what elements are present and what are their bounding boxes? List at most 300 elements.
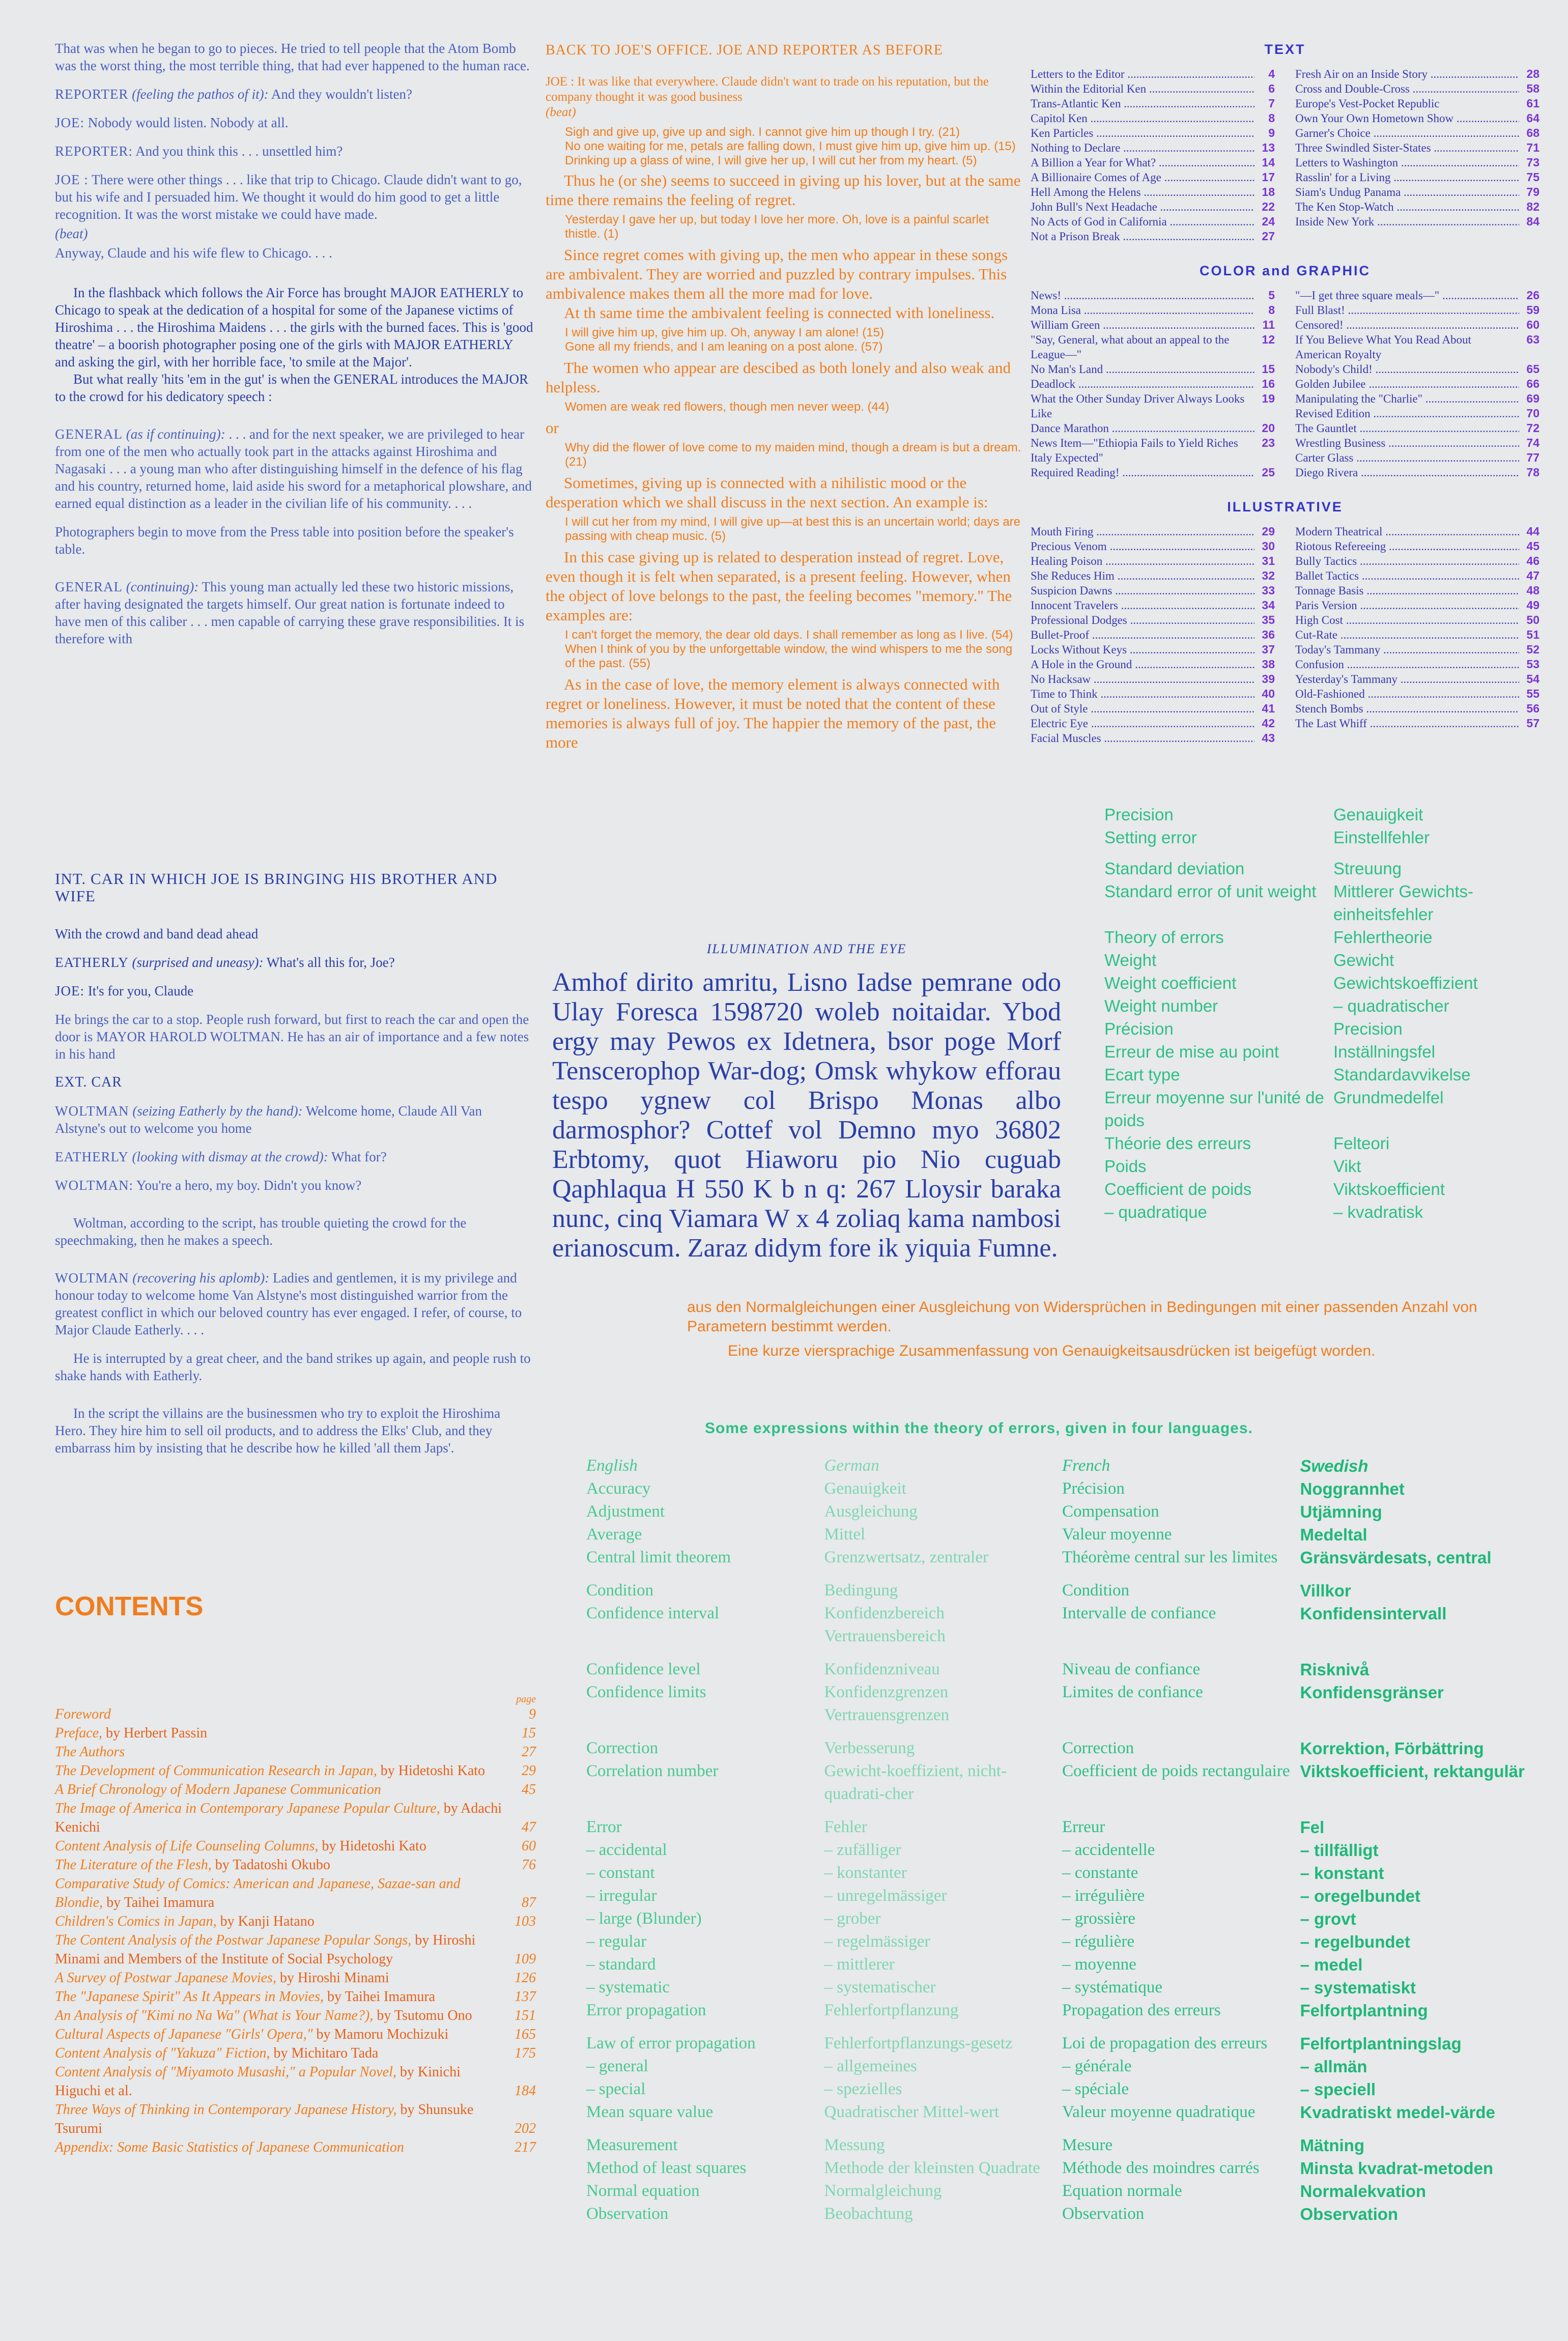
- index-entry-title: Inside New York .....: [1295, 214, 1519, 229]
- glossary-term: Confidence limits: [586, 1683, 706, 1701]
- speaker: WOLTMAN:: [55, 1178, 133, 1193]
- index-entry: [1031, 524, 1275, 539]
- glossary-term: Correction: [1062, 1739, 1134, 1757]
- index-entry: [1031, 96, 1275, 111]
- contents-entry-title: [55, 1705, 505, 1724]
- contents-page: 60: [522, 1838, 536, 1854]
- page-label: page: [516, 1694, 536, 1705]
- glossary-term: Poids: [1104, 1157, 1147, 1176]
- index-entry: [1295, 377, 1540, 391]
- glossary-row: [586, 2078, 1538, 2101]
- glossary-term: Verbesserung: [824, 1739, 915, 1757]
- index-entry: [1031, 642, 1275, 657]
- glossary-term: – constant: [586, 1864, 655, 1882]
- contents-author: by Hiroshi Minami: [279, 1970, 389, 1986]
- contents-page: 217: [515, 2139, 536, 2155]
- index-entry-title: Not a Prison Break .....: [1031, 229, 1255, 244]
- spacer: [586, 2022, 1538, 2032]
- index-entry: [1295, 539, 1540, 554]
- index-entry-page: 36: [1262, 628, 1275, 641]
- contents-page: 47: [522, 1819, 536, 1835]
- glossary-term: – speciell: [1300, 2080, 1376, 2099]
- beat: (beat): [55, 226, 88, 241]
- glossary-term: Théorie des erreurs: [1104, 1134, 1251, 1153]
- contents-author: by Michitaro Tada: [273, 2045, 379, 2061]
- index-entry-page: 70: [1526, 407, 1540, 420]
- index-entry: [1295, 170, 1540, 185]
- para: [55, 85, 533, 103]
- index-entry: [1295, 155, 1540, 170]
- song-quote: Women are weak red flowers, though men never weep. (44): [565, 400, 890, 414]
- index-entry: [1295, 598, 1540, 613]
- speaker: EATHERLY: [55, 1149, 129, 1164]
- index-entry-title: Nothing to Declare .....: [1031, 140, 1255, 155]
- index-entry-title: Ken Particles .....: [1031, 126, 1255, 140]
- glossary-language: English: [586, 1457, 638, 1475]
- german-text: [687, 1298, 1506, 1366]
- glossary-term: Adjustment: [586, 1502, 665, 1521]
- glossary-term: Kvadratiskt medel-värde: [1300, 2103, 1495, 2122]
- contents-list: [55, 1694, 536, 2157]
- index-entry-page: 14: [1262, 156, 1275, 169]
- para: [55, 1269, 533, 1338]
- index-entry: [1031, 687, 1275, 701]
- contents-title-text: An Analysis of "Kimi no Na Wa" (What is Your Name?),: [55, 2008, 374, 2023]
- glossary-term: Compensation: [1062, 1502, 1159, 1521]
- index-entry-title: Garner's Choice .....: [1295, 126, 1519, 140]
- song-quote: Gone all my friends, and I am leaning on a post alone. (57): [565, 340, 883, 354]
- index-entry: [1031, 377, 1275, 391]
- beat: (beat): [546, 105, 576, 119]
- para: With the crowd and band dead ahead: [55, 926, 259, 941]
- index-column: [1295, 67, 1540, 244]
- index-entry-title: Rasslin' for a Living .....: [1295, 170, 1519, 185]
- glossary-term: Condition: [1062, 1581, 1130, 1600]
- glossary-term: Inställningsfel: [1333, 1042, 1435, 1061]
- glossary-term: Mätning: [1300, 2136, 1364, 2155]
- index-entry-title: Nobody's Child! .....: [1295, 362, 1519, 377]
- index-entry-title: Today's Tammany .....: [1295, 642, 1519, 657]
- glossary-term: Law of error propagation: [586, 2034, 756, 2052]
- glossary-term: Valeur moyenne: [1062, 1525, 1172, 1544]
- illumination-caption: ILLUMINATION AND THE EYE: [706, 941, 907, 956]
- index-entry-title: Locks Without Keys .....: [1031, 642, 1255, 657]
- index-column: [1295, 524, 1540, 746]
- index-entry-page: 78: [1526, 466, 1540, 479]
- glossary-term: Mittel: [824, 1525, 866, 1544]
- index-entry: [1295, 687, 1540, 701]
- contents-title-text: Children's Comics in Japan,: [55, 1914, 217, 1929]
- index-entry-page: 84: [1526, 215, 1540, 228]
- index-entry: [1295, 332, 1540, 362]
- glossary-term: Beobachtung: [824, 2205, 913, 2223]
- contents-title-text: The Literature of the Flesh,: [55, 1857, 212, 1873]
- index-entry-page: 50: [1526, 613, 1540, 626]
- glossary-row: [586, 1658, 1538, 1681]
- contents-title: CONTENTS: [55, 1591, 204, 1621]
- para: But what really 'hits 'em in the gut' is when the GENERAL introduces the MAJOR to the crowd for his dedicatory speech :: [55, 372, 528, 404]
- contents-page: 137: [515, 1989, 536, 2005]
- glossary-term: Erreur de mise au point: [1104, 1042, 1279, 1061]
- index-entry: [1031, 67, 1275, 81]
- index-entry-title: High Cost .....: [1295, 613, 1519, 627]
- glossary-term: Ecart type: [1104, 1065, 1180, 1084]
- glossary-term: Precision: [1333, 1019, 1403, 1038]
- index-entry: [1295, 554, 1540, 568]
- index-entry-title: The Ken Stop-Watch .....: [1295, 199, 1519, 214]
- index-entry-page: 75: [1526, 170, 1540, 184]
- index-entry-page: 12: [1262, 333, 1275, 346]
- glossary-term: Fel: [1300, 1818, 1325, 1837]
- contents-page: 184: [515, 2083, 536, 2099]
- glossary-term: Fehlertheorie: [1333, 928, 1433, 947]
- contents-entry: [55, 1837, 536, 1855]
- contents-entry: [55, 2063, 536, 2100]
- contents-page: 151: [515, 2008, 536, 2023]
- glossary-row: [1104, 1201, 1542, 1223]
- glossary-row: [1104, 857, 1542, 880]
- glossary-term: Medeltal: [1300, 1525, 1367, 1544]
- glossary-term: – moyenne: [1062, 1955, 1136, 1974]
- para: [55, 114, 533, 131]
- direction: (as if continuing):: [126, 426, 225, 442]
- index-entry-title: No Acts of God in California .....: [1031, 214, 1255, 229]
- glossary-term: Quadratischer Mittel-wert: [824, 2103, 1000, 2121]
- contents-entry: [55, 2100, 536, 2138]
- index-entry-title: Letters to Washington .....: [1295, 155, 1519, 170]
- index-entry-page: 41: [1262, 702, 1275, 715]
- index-entry: [1031, 465, 1275, 480]
- contents-page: 109: [515, 1951, 536, 1967]
- german-line: Eine kurze viersprachige Zusammenfassung von Genauigkeitsausdrücken ist beigefügt worden.: [728, 1343, 1376, 1359]
- spacer: [586, 1727, 1538, 1737]
- glossary-row: [1104, 1040, 1542, 1063]
- glossary-term: Coefficient de poids: [1104, 1180, 1252, 1198]
- glossary-term: – systematic: [586, 1978, 670, 1996]
- contents-entry: [55, 1761, 536, 1780]
- glossary-row: [1104, 803, 1542, 826]
- index-entry-title: Diego Rivera .....: [1295, 465, 1519, 480]
- index-entry: [1031, 627, 1275, 642]
- index-entry-page: 61: [1526, 97, 1540, 110]
- screenplay-part-1: [55, 40, 533, 659]
- glossary-row: [586, 1602, 1538, 1648]
- glossary-term: – general: [586, 2057, 648, 2075]
- glossary-language: French: [1062, 1457, 1110, 1475]
- line: What's all this for, Joe?: [266, 955, 395, 970]
- glossary-row: [1104, 926, 1542, 949]
- index-entry: [1295, 657, 1540, 672]
- index-entry: [1295, 672, 1540, 687]
- glossary-term: Fehler: [824, 1818, 867, 1836]
- index-entry-page: 55: [1526, 687, 1540, 700]
- contents-title-text: The Authors: [55, 1744, 125, 1760]
- direction: (seizing Eatherly by the hand):: [132, 1103, 303, 1119]
- index-entry-title: What the Other Sunday Driver Always Looks Like: [1031, 392, 1245, 420]
- index-entry-page: 35: [1262, 613, 1275, 626]
- index-entry-page: 47: [1526, 569, 1540, 582]
- glossary-row: [586, 1976, 1538, 1999]
- index-entry: [1295, 111, 1540, 126]
- glossary-term: Normalgleichung: [824, 2182, 942, 2200]
- index-entry-page: 77: [1526, 451, 1540, 464]
- glossary-term: – grovt: [1300, 1909, 1356, 1928]
- glossary-term: Correlation number: [586, 1762, 719, 1780]
- glossary-term: Felteori: [1333, 1134, 1390, 1153]
- index-column: [1031, 288, 1275, 480]
- index-column: [1031, 67, 1275, 244]
- direction: (looking with dismay at the crowd):: [132, 1149, 328, 1164]
- glossary-term: Précision: [1062, 1479, 1125, 1498]
- glossary-term: – kvadratisk: [1333, 1203, 1423, 1221]
- glossary-row: [586, 1546, 1538, 1569]
- index-entry-title: Precious Venom .....: [1031, 539, 1255, 554]
- index-entry-page: 13: [1262, 141, 1275, 154]
- index-entry-title: A Hole in the Ground .....: [1031, 657, 1255, 672]
- contents-title-text: A Survey of Postwar Japanese Movies,: [55, 1970, 276, 1986]
- glossary-term: Observation: [1300, 2205, 1399, 2223]
- index-entry-title: Confusion .....: [1295, 657, 1519, 672]
- glossary-term: – quadratischer: [1333, 996, 1449, 1015]
- contents-page: 45: [522, 1782, 536, 1797]
- contents-page: 165: [515, 2026, 536, 2042]
- glossary-term: Theory of errors: [1104, 928, 1224, 947]
- para: In the flashback which follows the Air Force has brought MAJOR EATHERLY to Chicago to speak at the dedication of a hospital for some of the Japanese victims of Hiroshima . . . the Hiroshima Maidens . . . the girls with the burned faces. This is 'good theatre' – a boorish photographer posing one of the girls with MAJOR EATHERLY and asking the girl, with her horrible face, 'to smile at the Major'.: [55, 285, 533, 369]
- glossary-term: Ausgleichung: [824, 1502, 918, 1521]
- speaker: GENERAL: [55, 579, 123, 594]
- index-entry-title: Deadlock .....: [1031, 377, 1255, 391]
- glossary-term: – regelbundet: [1300, 1932, 1410, 1951]
- glossary-term: Coefficient de poids rectangulaire: [1062, 1762, 1290, 1780]
- glossary-title: Some expressions within the theory of errors, given in four languages.: [705, 1420, 1253, 1437]
- index-column: [1295, 288, 1540, 480]
- index-entry-page: 7: [1268, 97, 1275, 110]
- index-entry-title: Healing Poison .....: [1031, 554, 1255, 568]
- glossary-row: [586, 2180, 1538, 2203]
- index-entry: [1295, 716, 1540, 731]
- index-entry-title: Out of Style .....: [1031, 701, 1255, 716]
- index-entry: [1295, 406, 1540, 421]
- index-entry-title: Bullet-Proof .....: [1031, 627, 1255, 642]
- index-entry: [1295, 303, 1540, 318]
- index-entry-title: Facial Muscles .....: [1031, 731, 1255, 746]
- index-entry: [1295, 96, 1540, 111]
- contents-entry: [55, 1931, 536, 1968]
- glossary-term: – zufälliger: [824, 1841, 901, 1859]
- index-entry-page: 82: [1526, 200, 1540, 213]
- index-entry-title: "—I get three square meals—" .....: [1295, 288, 1519, 303]
- index-entry-page: 69: [1526, 392, 1540, 405]
- glossary-term: – allmän: [1300, 2057, 1367, 2076]
- contents-title-text: The Image of America in Contemporary Japanese Popular Culture,: [55, 1801, 440, 1816]
- index-entry-title: Cross and Double-Cross .....: [1295, 81, 1519, 96]
- song-quote: Yesterday I gave her up, but today I love her more. Oh, love is a painful scarlet thistle. (1): [565, 213, 989, 241]
- glossary-term: Precision: [1104, 805, 1174, 824]
- glossary-term: Messung: [824, 2136, 885, 2154]
- contents-entry: [55, 1968, 536, 1987]
- contents-page: 126: [515, 1970, 536, 1986]
- contents-title-text: Content Analysis of Life Counseling Columns,: [55, 1838, 319, 1854]
- glossary-term: Weight number: [1104, 996, 1218, 1015]
- index-entry-page: 37: [1262, 643, 1275, 656]
- glossary-row: [586, 1681, 1538, 1727]
- index-entry-page: 72: [1526, 421, 1540, 435]
- glossary-term: – konstant: [1300, 1864, 1384, 1882]
- glossary-term: Konfidenzbereich Vertrauensbereich: [824, 1604, 946, 1645]
- direction: (surprised and uneasy):: [132, 955, 264, 970]
- glossary-term: Konfidensintervall: [1300, 1604, 1447, 1623]
- screenplay-part-2: [55, 870, 533, 1468]
- index-entry-page: 20: [1262, 421, 1275, 435]
- index-entry-page: 79: [1526, 185, 1540, 198]
- para: Thus he (or she) seems to succeed in giving up his lover, but at the same time there remains the feeling of regret.: [546, 172, 1021, 209]
- index-entry: [1295, 318, 1540, 332]
- para: In this case giving up is related to desperation instead of regret. Love, even though it is felt when separated, is a present feeling. However, when the object of love belongs to the past, the feeling becomes "memory." The examples are:: [546, 548, 1012, 624]
- para: He brings the car to a stop. People rush forward, but first to reach the car and open the door is MAYOR HAROLD WOLTMAN. He has an air of importance and a few notes in his hand: [55, 1012, 529, 1062]
- glossary-term: [1333, 849, 1537, 857]
- index-entry-page: 63: [1526, 333, 1540, 346]
- index-entry: [1295, 214, 1540, 229]
- glossary-row: [1104, 1086, 1542, 1132]
- glossary-term: Minsta kvadrat-metoden: [1300, 2159, 1494, 2178]
- glossary-row: [586, 1760, 1538, 1806]
- index-entry-title: The Gauntlet .....: [1295, 421, 1519, 436]
- index-entry: [1031, 421, 1275, 436]
- index-entry: [1031, 554, 1275, 568]
- contents-title-text: Appendix: Some Basic Statistics of Japanese Communication: [55, 2139, 404, 2155]
- index-entry-page: 17: [1262, 170, 1275, 184]
- index-entry: [1295, 642, 1540, 657]
- para: The women who appear are descibed as both lonely and also weak and helpless.: [546, 359, 1011, 396]
- index-entry-page: 44: [1526, 525, 1540, 538]
- line: You're a hero, my boy. Didn't you know?: [136, 1178, 362, 1193]
- para: [55, 1102, 533, 1137]
- glossary-term: Setting error: [1104, 828, 1197, 847]
- index-entry-page: 33: [1262, 584, 1275, 597]
- index-entry-page: 31: [1262, 554, 1275, 567]
- index-entry-title: Riotous Refereeing .....: [1295, 539, 1519, 554]
- glossary-row: [1104, 972, 1542, 994]
- direction: (recovering his aplomb):: [132, 1270, 270, 1286]
- index-entry: [1295, 362, 1540, 377]
- song-quote: No one waiting for me, petals are falling down, I must give him up, give him up. (15): [565, 139, 1016, 153]
- glossary-term: – accidentelle: [1062, 1841, 1155, 1859]
- index-section-title: TEXT: [1264, 42, 1306, 57]
- index-entry-title: Hell Among the Helens .....: [1031, 185, 1255, 199]
- index-entry-page: 48: [1526, 584, 1540, 597]
- scene-heading: INT. CAR IN WHICH JOE IS BRINGING HIS BROTHER AND WIFE: [55, 870, 498, 905]
- index-entry-title: Revised Edition .....: [1295, 406, 1519, 421]
- glossary-term: Grundmedelfel: [1333, 1088, 1444, 1107]
- glossary-term: Viktskoefficient, rektangulär: [1300, 1762, 1525, 1781]
- index-entry-title: A Billion a Year for What? .....: [1031, 155, 1255, 170]
- index-entry-page: 23: [1262, 436, 1275, 449]
- glossary-language: German: [824, 1457, 879, 1475]
- contents-page: 76: [522, 1857, 536, 1873]
- glossary-term: Streuung: [1333, 859, 1402, 878]
- index-entry-page: 51: [1526, 628, 1540, 641]
- contents-author: by Taihei Imamura: [106, 1895, 215, 1910]
- glossary-term: – spéciale: [1062, 2080, 1129, 2098]
- contents-page: 175: [515, 2045, 536, 2061]
- contents-entry-title: [55, 1968, 505, 1987]
- index-entry: [1031, 568, 1275, 583]
- glossary-term: [1104, 849, 1333, 857]
- glossary-term: Noggrannhet: [1300, 1479, 1405, 1498]
- index-section-title: COLOR and GRAPHIC: [1199, 263, 1371, 278]
- line: There were other things . . . like that trip to Chicago. Claude didn't want to go, but his wife and I persuaded him. We thought it would do him good to get a little recognition. It was the worst mistake we could have made.: [55, 172, 522, 222]
- glossary-row: [586, 1930, 1538, 1953]
- index-entry-title: Own Your Own Hometown Show .....: [1295, 111, 1519, 126]
- contents-title-text: The "Japanese Spirit" As It Appears in Movies,: [55, 1989, 324, 2005]
- index-entry-page: 9: [1268, 126, 1275, 139]
- index-entry-title: Stench Bombs .....: [1295, 701, 1519, 716]
- index-entry-title: Censored! .....: [1295, 318, 1519, 332]
- glossary-term: Utjämning: [1300, 1502, 1382, 1521]
- contents-entry-title: [55, 2100, 505, 2138]
- index-entry-page: 59: [1526, 303, 1540, 317]
- glossary-term: Méthode des moindres carrés: [1062, 2159, 1260, 2177]
- glossary-term: Korrektion, Förbättring: [1300, 1739, 1484, 1758]
- glossary-term: Condition: [586, 1581, 654, 1600]
- glossary-term: Gewicht: [1333, 951, 1394, 969]
- glossary-row: [1104, 880, 1542, 926]
- line: It's for you, Claude: [88, 983, 194, 998]
- index-entry-title: Manipulating the "Charlie" .....: [1295, 391, 1519, 406]
- para: Photographers begin to move from the Press table into position before the speaker's table.: [55, 524, 514, 557]
- glossary-term: Standardavvikelse: [1333, 1065, 1471, 1084]
- direction: (continuing):: [126, 579, 199, 594]
- contents-page: 9: [529, 1706, 536, 1722]
- index-entry-page: 15: [1262, 362, 1275, 376]
- line: . . . and for the next speaker, we are privileged to hear from one of the men who actually took part in the attacks against Hiroshima and Nagasaki . . . a young man who after distinguishing himself in the defence of his flag and his country, returned home, laid aside his sword for a metaphorical plowshare, and earned equal distinction as a leader in the civilian life of his community. . . .: [55, 426, 532, 511]
- index-entry-page: 19: [1262, 392, 1275, 405]
- index-entry: [1031, 111, 1275, 126]
- speaker: JOE:: [55, 115, 84, 130]
- glossary-term: – irregular: [586, 1887, 657, 1905]
- index-entry-title: A Billionaire Comes of Age .....: [1031, 170, 1255, 185]
- glossary-term: – regelmässiger: [824, 1932, 930, 1951]
- glossary-term: Observation: [1062, 2205, 1145, 2223]
- glossary-term: Konfidensgränser: [1300, 1683, 1444, 1702]
- glossary-term: Weight coefficient: [1104, 974, 1237, 992]
- glossary-term: Equation normale: [1062, 2182, 1182, 2200]
- index-entry-page: 74: [1526, 436, 1540, 449]
- glossary-term: – systématique: [1062, 1978, 1163, 1996]
- index-entry: [1295, 140, 1540, 155]
- glossary-row: [1104, 949, 1542, 972]
- index-entry-title: Capitol Ken .....: [1031, 111, 1255, 126]
- index-entry-page: 38: [1262, 658, 1275, 671]
- contents-entry: [55, 1855, 536, 1874]
- index-entry-title: Full Blast! .....: [1295, 303, 1519, 318]
- song-quote: I will cut her from my mind, I will give up—at best this is an uncertain world; days are passing with cheap music. (5): [565, 515, 1021, 543]
- index-entry: [1031, 303, 1275, 318]
- glossary-row: [586, 1816, 1538, 1839]
- spacer: [586, 1806, 1538, 1816]
- index-entry: [1031, 613, 1275, 627]
- index-entry: [1295, 524, 1540, 539]
- index-entry-page: 65: [1526, 362, 1540, 376]
- contents-entry-title: [55, 1987, 505, 2006]
- para: or: [546, 419, 559, 437]
- glossary-term: – mittlerer: [824, 1955, 895, 1974]
- index-entry-page: 42: [1262, 717, 1275, 730]
- glossary-term: Risknivå: [1300, 1660, 1370, 1679]
- glossary-term: Villkor: [1300, 1581, 1351, 1600]
- glossary-term: Average: [586, 1525, 642, 1544]
- index-entry-title: No Man's Land .....: [1031, 362, 1255, 377]
